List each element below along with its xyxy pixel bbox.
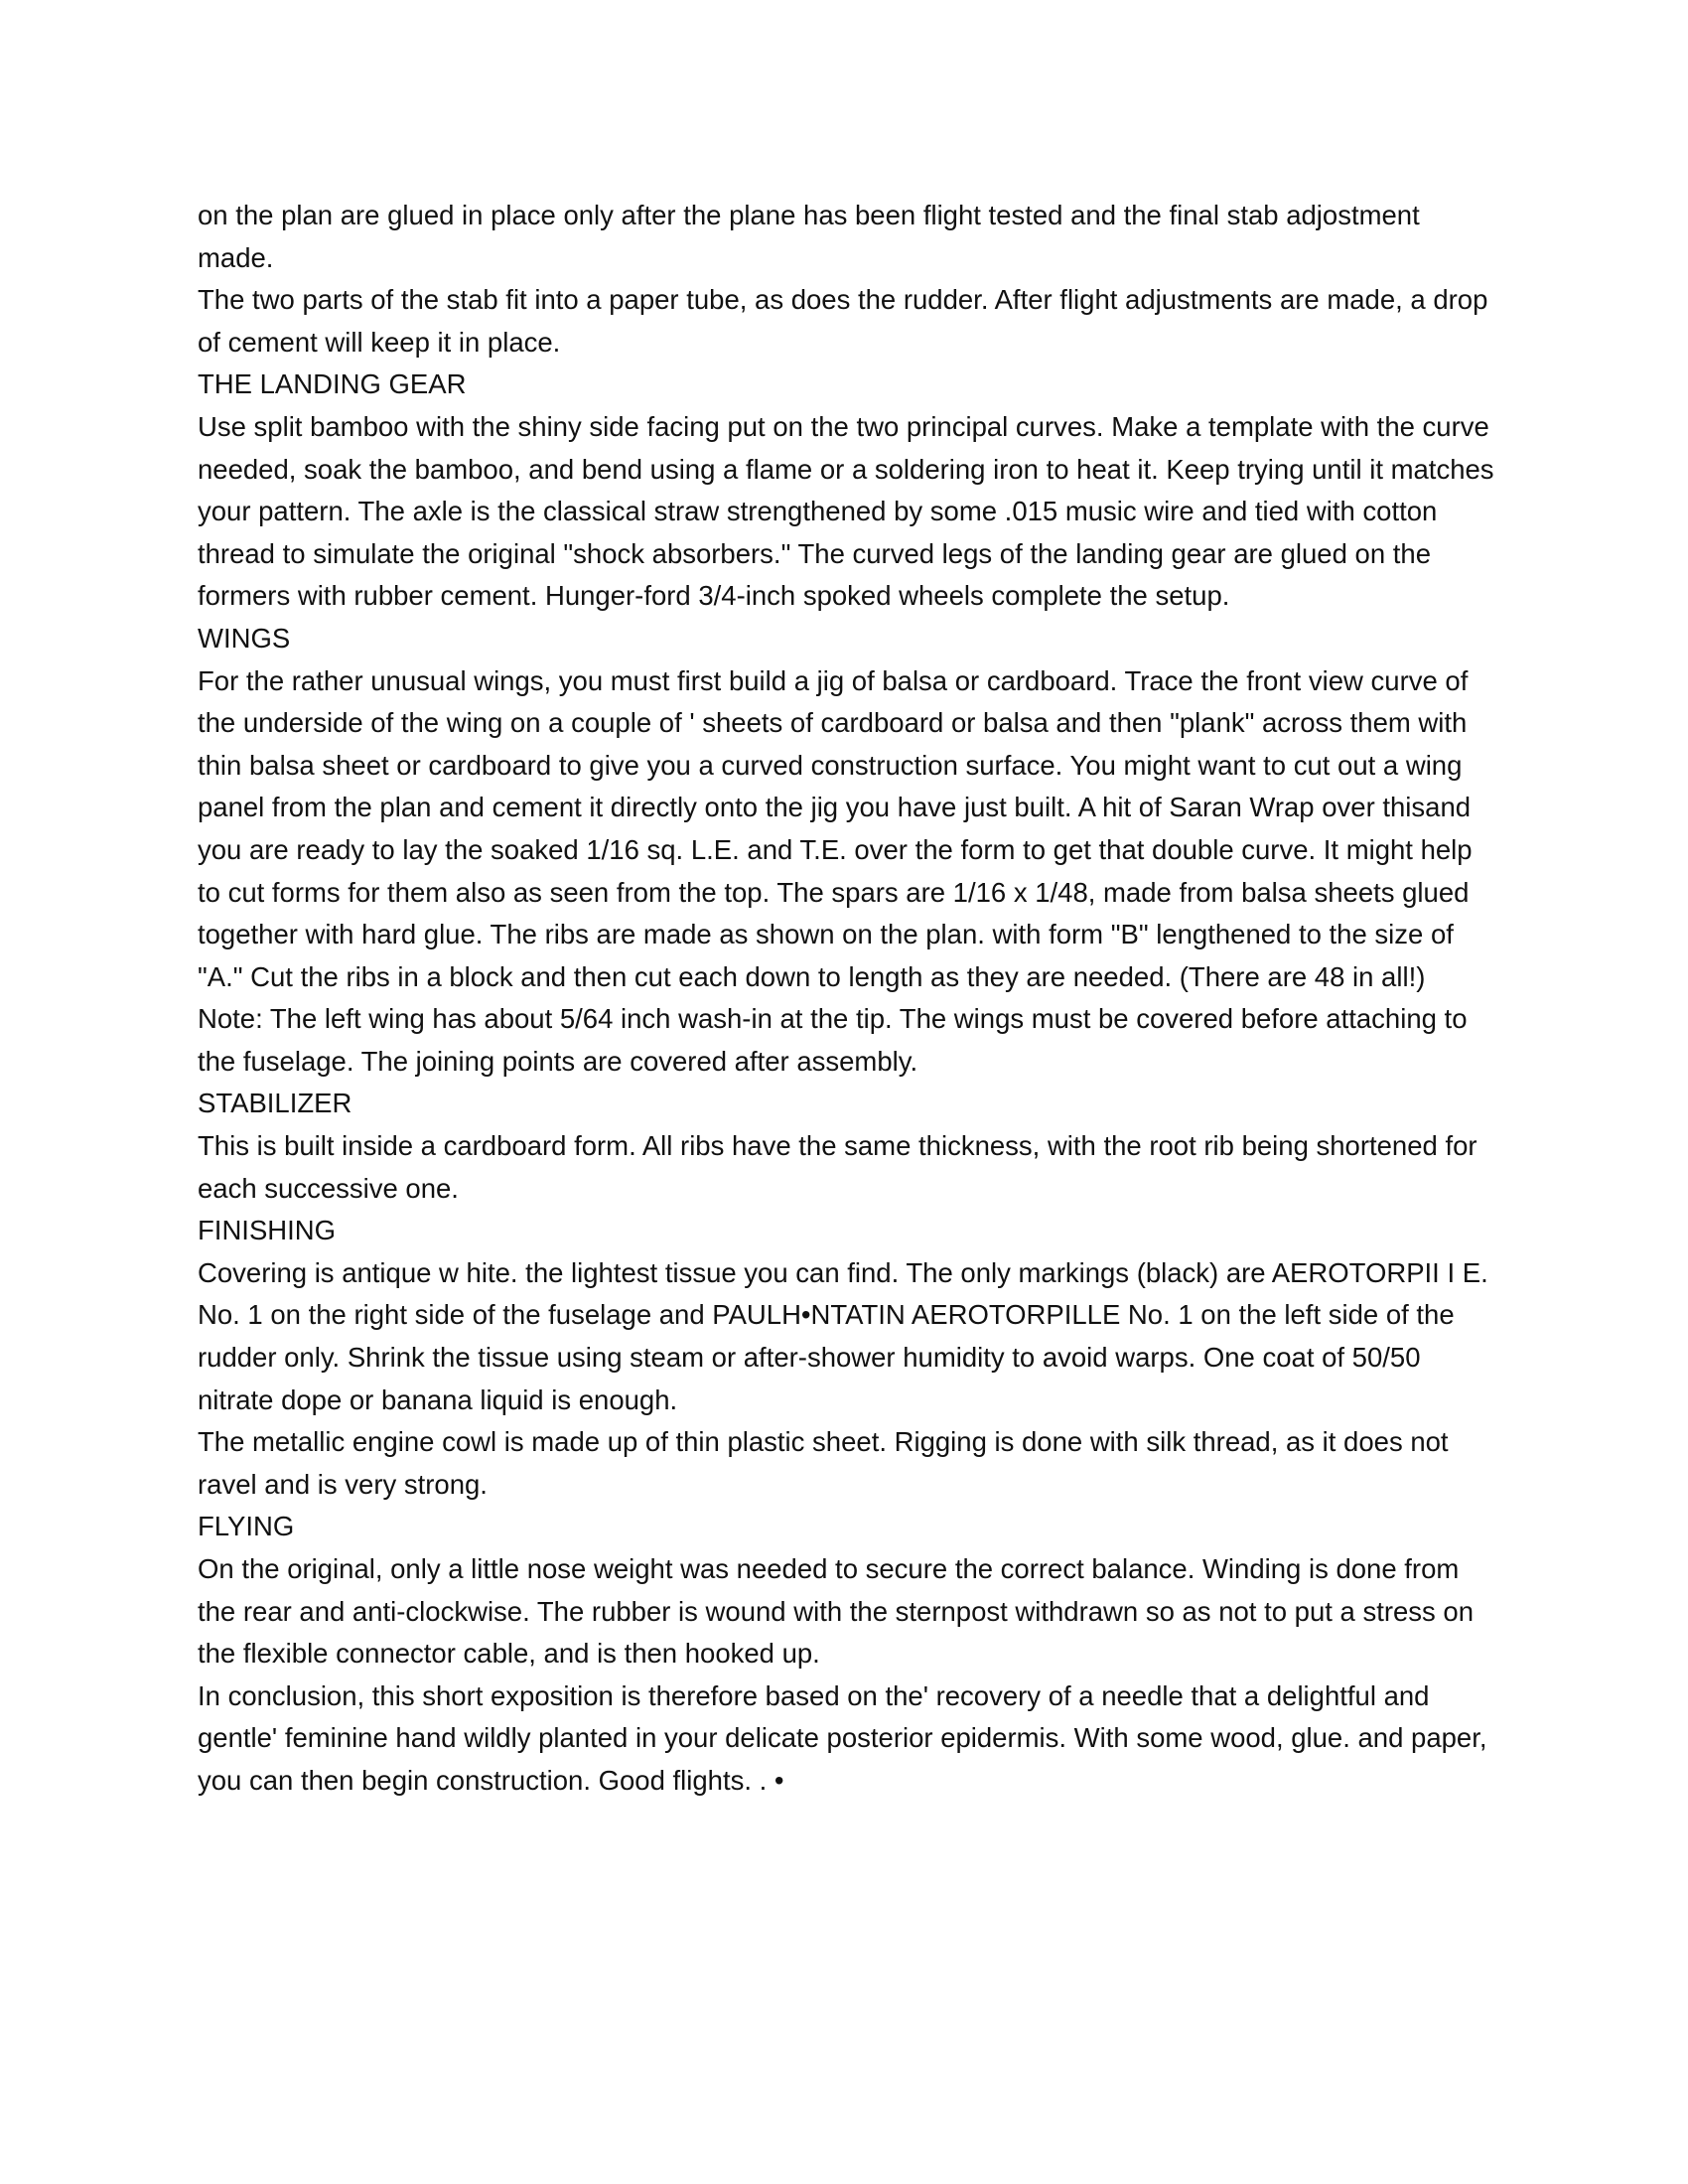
body-text <box>198 195 1498 1803</box>
heading-flying: FLYING <box>198 1511 295 1542</box>
paragraph-engine-cowl: The metallic engine cowl is made up of thin plastic sheet. Rigging is done with silk thread, as it does not ravel and is very strong. <box>198 1426 1449 1500</box>
paragraph-flying: On the original, only a little nose weight was needed to secure the correct balance. Winding is done from the rear and anti-clockwise. The rubber is wound with the sternpost withdrawn so as not to put a stress on the flexible connector cable, and is then hooked up. <box>198 1553 1475 1670</box>
paragraph-conclusion: In conclusion, this short exposition is therefore based on the' recovery of a needle that a delightful and gentle' feminine hand wildly planted in your delicate posterior epidermis. With some wood, glue. and paper, you can then begin construction. Good flights. . • <box>198 1679 1487 1796</box>
heading-stabilizer: STABILIZER <box>198 1088 352 1119</box>
paragraph-stab-tube: The two parts of the stab fit into a paper tube, as does the rudder. After flight adjustments are made, a drop of cement will keep it in place. <box>198 284 1488 358</box>
heading-finishing: FINISHING <box>198 1215 337 1246</box>
paragraph-wings: For the rather unusual wings, you must first build a jig of balsa or cardboard. Trace the front view curve of the underside of the wing on a couple of ' sheets of cardboard or balsa and then "plank" across them with thin balsa sheet or cardboard to give you a curved construction surface. You might want to cut out a wing panel from the plan and cement it directly onto the jig you have just built. A hit of Saran Wrap over thisand you are ready to lay the soaked 1/16 sq. L.E. and T.E. over the form to get that double curve. It might help to cut forms for them also as seen from the top. The spars are 1/16 x 1/48, made from balsa sheets glued together with hard glue. The ribs are made as shown on the plan. with form "B" lengthened to the size of "A." Cut the ribs in a block and then cut each down to length as they are needed. (There are 48 in all!) <box>198 664 1473 992</box>
heading-landing-gear: THE LANDING GEAR <box>198 368 467 400</box>
paragraph-finishing: Covering is antique w hite. the lightest tissue you can find. The only markings (black) are AEROTORPII I E. No. 1 on the right side of the fuselage and PAULH•NTATIN AEROTORPILLE No. 1 on the left side of the rudder only. Shrink the tissue using steam or after-shower humidity to avoid warps. One coat of 50/50 nitrate dope or banana liquid is enough. <box>198 1256 1488 1415</box>
paragraph-wing-note: Note: The left wing has about 5/64 inch wash-in at the tip. The wings must be covered before attaching to the fuselage. The joining points are covered after assembly. <box>198 1003 1468 1077</box>
paragraph-stab-adjustment: on the plan are glued in place only after the plane has been flight tested and the final stab adjostment made. <box>198 200 1420 273</box>
paragraph-landing-gear: Use split bamboo with the shiny side facing put on the two principal curves. Make a template with the curve needed, soak the bamboo, and bend using a flame or a soldering iron to heat it. Keep trying until it matches your pattern. The axle is the classical straw strengthened by some .015 music wire and tied with cotton thread to simulate the original "shock absorbers." The curved legs of the landing gear are glued on the formers with rubber cement. Hunger-ford 3/4-inch spoked wheels complete the setup. <box>198 410 1494 612</box>
heading-wings: WINGS <box>198 622 291 654</box>
paragraph-stabilizer: This is built inside a cardboard form. All ribs have the same thickness, with the root rib being shortened for each successive one. <box>198 1130 1477 1204</box>
